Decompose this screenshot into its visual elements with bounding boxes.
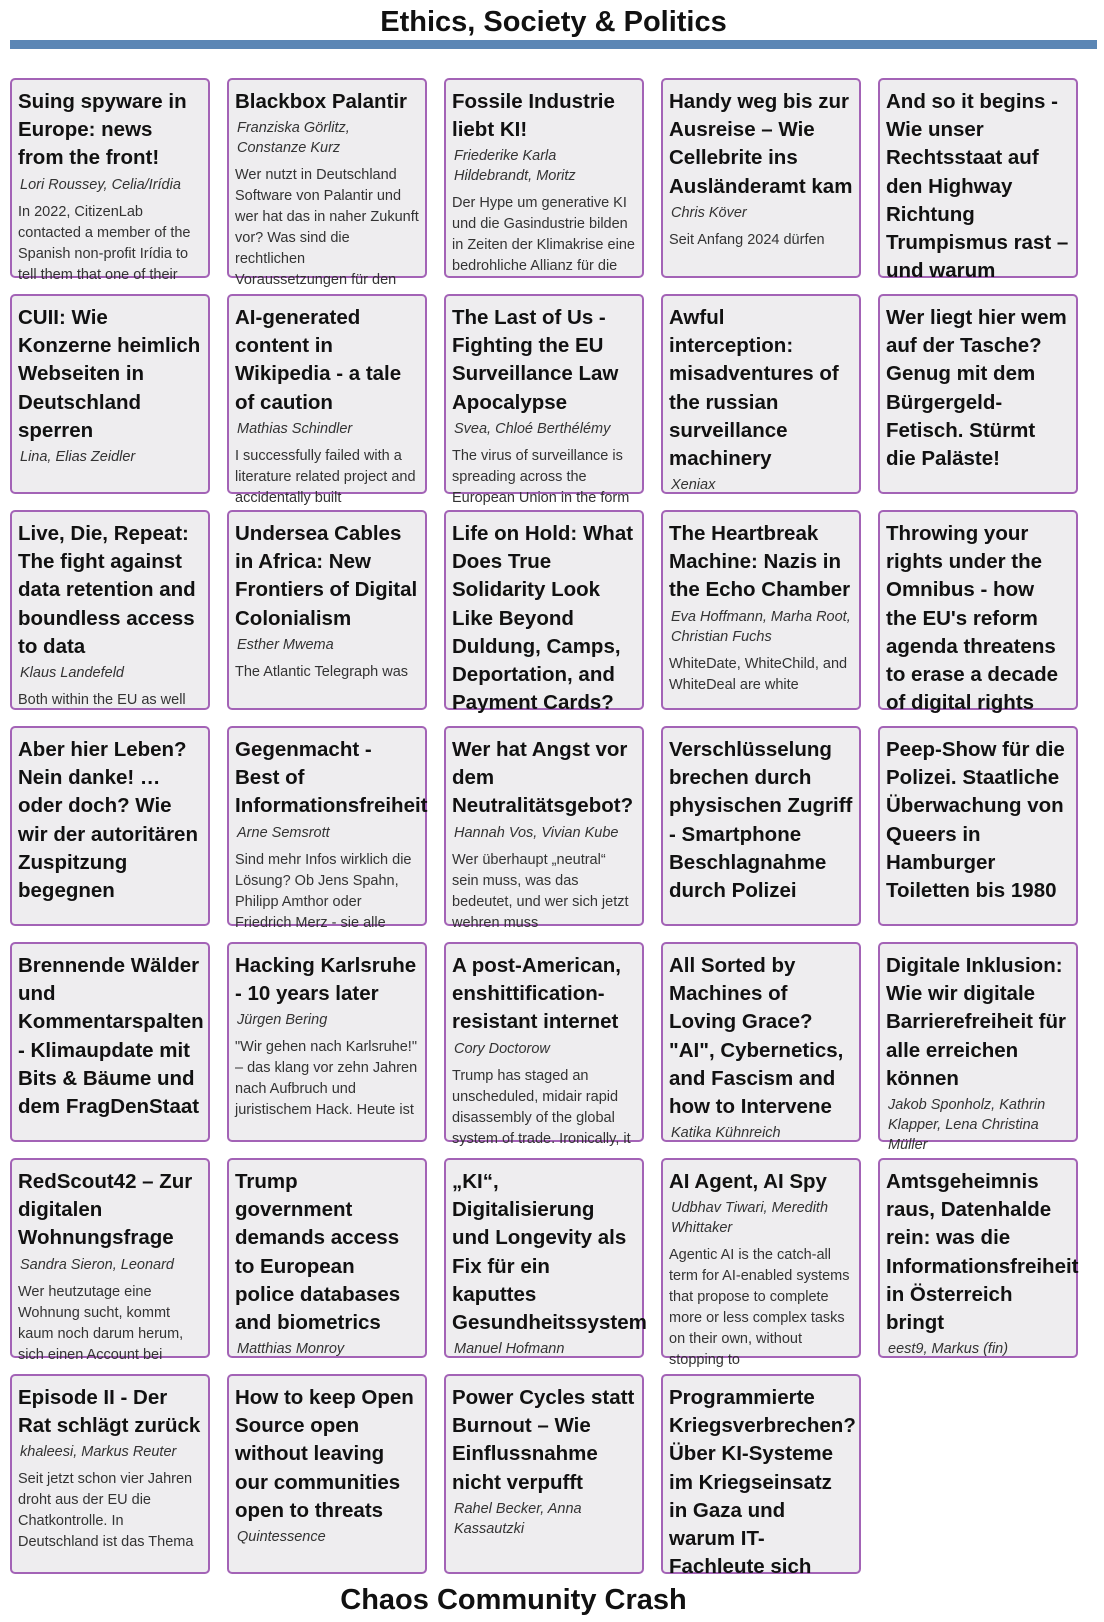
talk-title: AI-generated content in Wikipedia - a tale of caution <box>235 306 402 414</box>
talk-card[interactable] <box>444 78 644 278</box>
talk-title: Verschlüsselung brechen durch physischen Zugriff - Smartphone Beschlagnahme durch Polizei <box>669 738 853 903</box>
talk-card[interactable] <box>444 1374 644 1574</box>
talk-abstract: WhiteDate, WhiteChild, and WhiteDeal are white <box>669 655 848 693</box>
talk-card[interactable] <box>444 1158 647 1358</box>
talk-abstract: I successfully failed with a literature related project and accidentally built <box>235 447 416 506</box>
talk-title: Aber hier Leben? Nein danke! … oder doch? Wie wir der autoritären Zuspitzung begegnen <box>18 738 198 903</box>
talk-title: Wer hat Angst vor dem Neutralitätsgebot? <box>452 738 634 818</box>
talk-abstract: Wer überhaupt „neutral“ sein muss, was das bedeutet, und wer sich jetzt wehren muss <box>452 851 629 931</box>
talk-card[interactable] <box>878 726 1078 926</box>
talk-title: AI Agent, AI Spy <box>669 1170 827 1193</box>
talk-authors: Friederike Karla Hildebrandt, Moritz <box>454 148 576 185</box>
talk-title: Digitale Inklusion: Wie wir digitale Barrierefreiheit für alle erreichen können <box>886 954 1067 1090</box>
talk-abstract: Der Hype um generative KI und die Gasindustrie bilden in Zeiten der Klimakrise eine bedrohliche Allianz für die <box>452 195 635 275</box>
talk-card[interactable] <box>227 510 427 710</box>
talk-title: Hacking Karlsruhe - 10 years later <box>235 954 417 1006</box>
talk-abstract: Sind mehr Infos wirklich die Lösung? Ob Jens Spahn, Philipp Amthor oder Friedrich Merz - sie alle <box>235 851 412 931</box>
talk-card[interactable] <box>10 1374 210 1574</box>
talk-title: Handy weg bis zur Ausreise – Wie Cellebrite ins Ausländeramt kam <box>669 90 853 198</box>
talk-title: Undersea Cables in Africa: New Frontiers of Digital Colonialism <box>235 522 418 630</box>
talk-authors: khaleesi, Markus Reuter <box>20 1444 177 1461</box>
talk-authors: Lori Roussey, Celia/Irídia <box>20 176 181 193</box>
talk-title: Blackbox Palantir <box>235 90 408 113</box>
talk-card[interactable] <box>878 1158 1078 1358</box>
talk-authors: Eva Hoffmann, Marha Root, Christian Fuchs <box>671 608 851 645</box>
talk-card[interactable] <box>661 510 861 710</box>
talk-authors: Xeniax <box>671 477 716 494</box>
talk-title: Episode II - Der Rat schlägt zurück <box>18 1386 201 1438</box>
section-title: Ethics, Society & Politics <box>380 6 727 38</box>
talk-card[interactable] <box>661 1158 861 1369</box>
talk-card[interactable] <box>661 78 861 278</box>
talk-authors: Katika Kühnreich <box>671 1125 781 1142</box>
talk-abstract: Wer nutzt in Deutschland Software von Palantir und wer hat das in naher Zukunft vor? Was sind die rechtlichen Voraussetzungen für den <box>235 167 419 289</box>
talk-abstract: In 2022, CitizenLab contacted a member of the Spanish non-profit Irídia to tell them that one of their <box>18 203 191 283</box>
next-section-title: Chaos Community Crash <box>340 1584 687 1616</box>
talk-title: A post-American, enshittification-resistant internet <box>452 954 621 1034</box>
talk-authors: Franziska Görlitz, Constanze Kurz <box>237 120 350 157</box>
talk-authors: Jürgen Bering <box>237 1012 328 1029</box>
talk-card[interactable] <box>661 726 861 926</box>
talk-title: CUII: Wie Konzerne heimlich Webseiten in Deutschland sperren <box>18 306 201 442</box>
talk-authors: Chris Köver <box>671 204 747 221</box>
talk-card[interactable] <box>227 726 428 931</box>
talk-abstract: Wer heutzutage eine Wohnung sucht, kommt kaum noch darum herum, sich einen Account bei <box>18 1283 184 1363</box>
talk-card[interactable] <box>661 942 861 1142</box>
talk-card[interactable] <box>10 78 210 283</box>
talk-authors: Klaus Landefeld <box>20 665 124 682</box>
talk-abstract: Seit jetzt schon vier Jahren droht aus der EU die Chatkontrolle. In Deutschland ist das Thema <box>18 1471 194 1551</box>
talk-card[interactable] <box>878 78 1078 283</box>
talk-card[interactable] <box>661 1374 861 1579</box>
talk-card[interactable] <box>661 294 861 494</box>
talk-title: Gegenmacht - Best of Informationsfreiheit <box>235 738 428 818</box>
talk-title: How to keep Open Source open without leaving our communities open to threats <box>235 1386 414 1522</box>
talk-authors: Mathias Schindler <box>237 420 353 437</box>
talk-authors: Jakob Sponholz, Kathrin Klapper, Lena Christina Müller <box>888 1097 1046 1154</box>
talk-abstract: Trump has staged an unscheduled, midair rapid disassembly of the global system of trade. Ironically, it <box>452 1067 631 1147</box>
talk-card[interactable] <box>444 942 644 1147</box>
talk-card[interactable] <box>10 1158 210 1363</box>
talk-card[interactable] <box>444 510 644 715</box>
talk-card[interactable] <box>227 1158 427 1358</box>
talk-authors: Sandra Sieron, Leonard <box>20 1256 174 1273</box>
talk-authors: Quintessence <box>237 1529 326 1546</box>
talk-title: Throwing your rights under the Omnibus - how the EU's reform agenda threatens to erase a decade of digital rights <box>886 522 1059 715</box>
talk-card[interactable] <box>10 942 210 1142</box>
talk-card[interactable] <box>878 510 1078 715</box>
talk-authors: Manuel Hofmann <box>454 1341 565 1358</box>
talk-title: Power Cycles statt Burnout – Wie Einflussnahme nicht verpufft <box>452 1386 635 1494</box>
talk-title: Wer liegt hier wem auf der Tasche? Genug mit dem Bürgergeld-Fetisch. Stürmt die Paläste! <box>886 306 1067 471</box>
talk-card[interactable] <box>10 510 210 710</box>
talk-card[interactable] <box>227 1374 427 1574</box>
talk-card[interactable] <box>444 294 644 506</box>
talk-authors: Esther Mwema <box>237 636 334 653</box>
talk-authors: Matthias Monroy <box>237 1341 345 1358</box>
talk-authors: Hannah Vos, Vivian Kube <box>454 824 619 841</box>
talk-card[interactable] <box>10 294 210 494</box>
section-divider <box>10 40 1097 49</box>
talk-abstract: "Wir gehen nach Karlsruhe!" – das klang vor zehn Jahren nach Aufbruch und juristischem Hack. Heute ist <box>235 1039 418 1119</box>
talk-card[interactable] <box>227 78 427 289</box>
talk-card[interactable] <box>878 942 1078 1154</box>
talk-title: Programmierte Kriegsverbrechen? Über KI-Systeme im Kriegseinsatz in Gaza und warum IT-Fachleute sich <box>669 1386 856 1579</box>
talk-title: Fossile Industrie liebt KI! <box>452 90 615 142</box>
talk-title: Brennende Wälder und Kommentarspalten - Klimaupdate mit Bits & Bäume und dem FragDenStaat <box>18 954 204 1119</box>
talk-title: Awful interception: misadventures of the russian surveillance machinery <box>669 306 839 471</box>
talk-title: RedScout42 – Zur digitalen Wohnungsfrage <box>18 1170 193 1250</box>
talk-title: Life on Hold: What Does True Solidarity Look Like Beyond Duldung, Camps, Deportation, and Payment Cards? <box>452 522 634 715</box>
talk-authors: Cory Doctorow <box>454 1040 550 1057</box>
talk-card[interactable] <box>444 726 644 931</box>
talk-abstract: Agentic AI is the catch-all term for AI-enabled systems that propose to complete more or less complex tasks on their own, without stopping to <box>669 1247 850 1369</box>
talk-title: Trump government demands access to European police databases and biometrics <box>235 1170 401 1335</box>
talk-authors: Arne Semsrott <box>237 824 330 841</box>
talk-title: Suing spyware in Europe: news from the front! <box>18 90 187 170</box>
talk-authors: eest9, Markus (fin) <box>888 1341 1009 1358</box>
talk-abstract: Both within the EU as well <box>18 692 186 709</box>
talk-abstract: The virus of surveillance is spreading across the European Union in the form <box>452 447 630 506</box>
talk-title: The Heartbreak Machine: Nazis in the Echo Chamber <box>669 522 851 602</box>
talk-title: Amtsgeheimnis raus, Datenhalde rein: was die Informationsfreiheit in Österreich bringt <box>886 1170 1079 1335</box>
talk-abstract: The Atlantic Telegraph was <box>235 663 409 680</box>
talk-card[interactable] <box>227 942 427 1142</box>
talk-title: Peep-Show für die Polizei. Staatliche Überwachung von Queers in Hamburger Toiletten bis 1980 <box>886 738 1065 903</box>
talk-title: The Last of Us - Fighting the EU Surveillance Law Apocalypse <box>452 306 619 414</box>
talk-title: Live, Die, Repeat: The fight against data retention and boundless access to data <box>18 522 196 658</box>
talk-card[interactable] <box>10 726 210 926</box>
talk-authors: Udbhav Tiwari, Meredith Whittaker <box>671 1200 829 1237</box>
talk-grid <box>10 78 1079 1579</box>
talk-abstract: Seit Anfang 2024 dürfen <box>669 231 825 248</box>
talk-title: „KI“, Digitalisierung und Longevity als Fix für ein kaputtes Gesundheitssystem <box>452 1170 647 1335</box>
talk-card[interactable] <box>878 294 1078 494</box>
talk-title: All Sorted by Machines of Loving Grace? "AI", Cybernetics, and Fascism and how to Intervene <box>669 954 844 1119</box>
talk-title: And so it begins - Wie unser Rechtsstaat auf den Highway Richtung Trumpismus rast – und warum <box>886 90 1069 283</box>
talk-authors: Lina, Elias Zeidler <box>20 449 136 466</box>
talk-card[interactable] <box>227 294 427 506</box>
talk-authors: Svea, Chloé Berthélémy <box>454 420 611 437</box>
talk-authors: Rahel Becker, Anna Kassautzki <box>454 1500 582 1537</box>
